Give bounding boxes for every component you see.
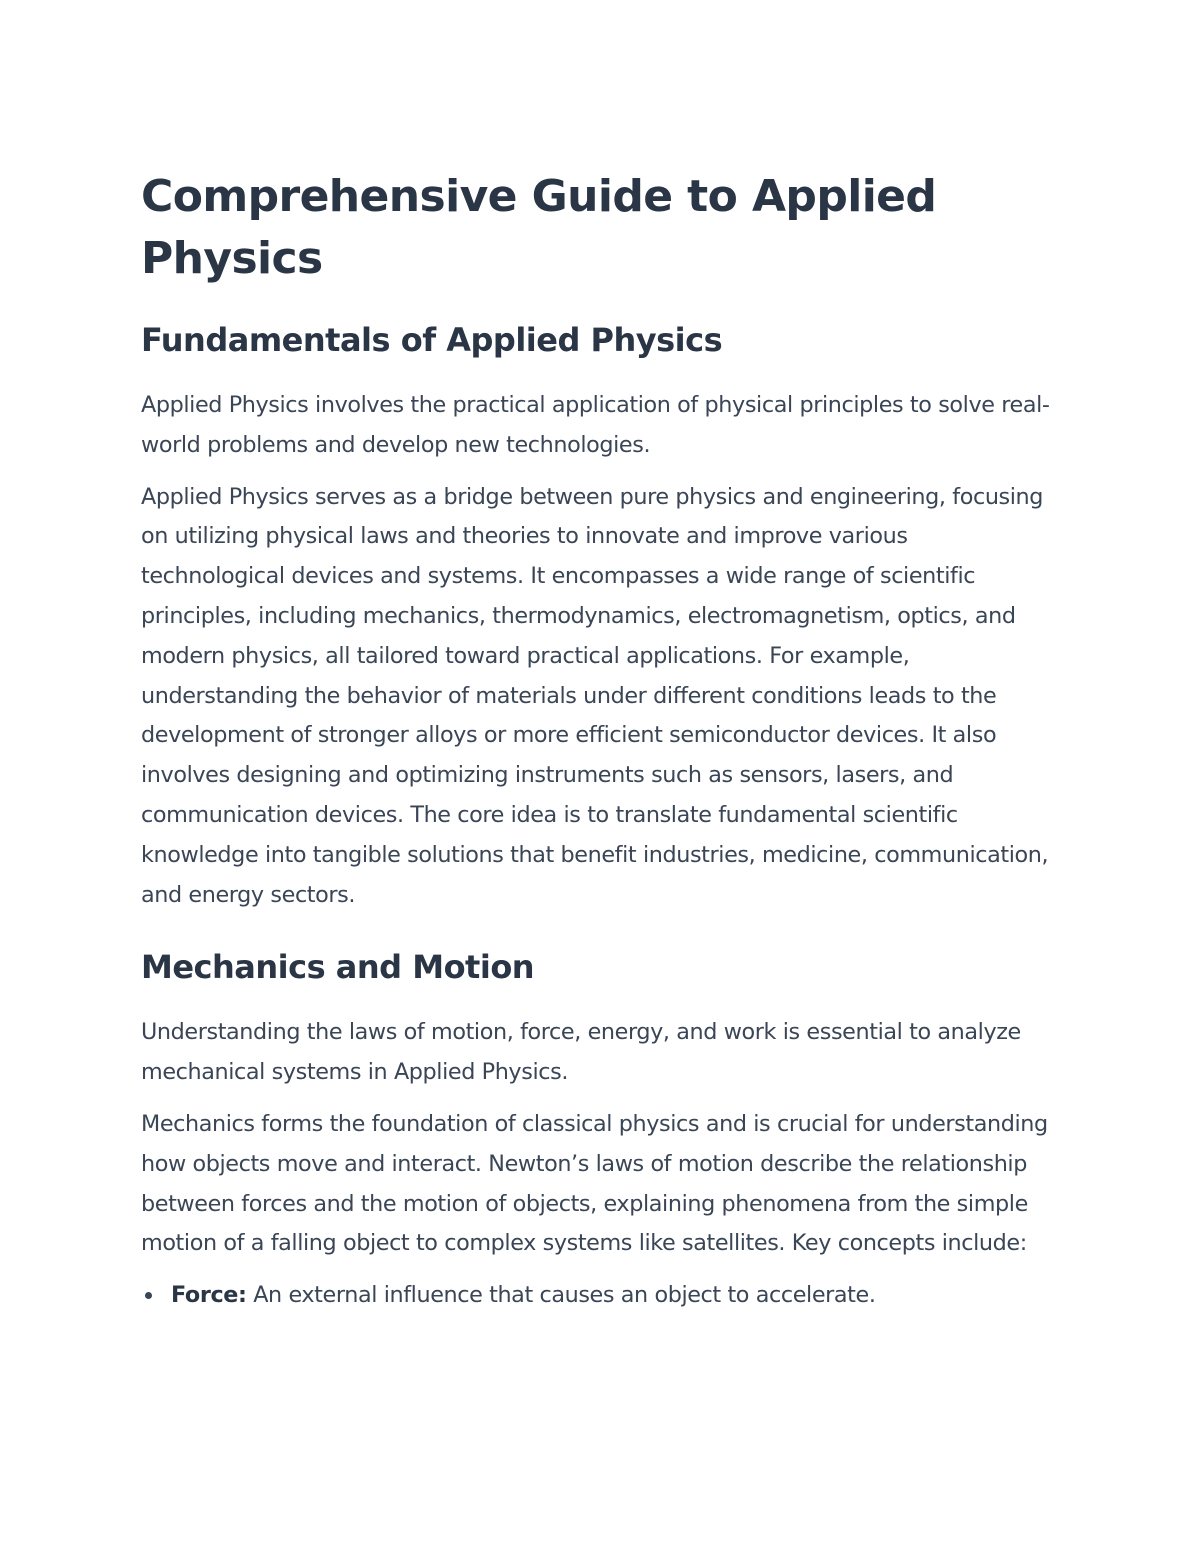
document-title: Comprehensive Guide to Applied Physics: [141, 171, 937, 284]
bullet-icon: [145, 1292, 152, 1299]
list-item-text: An external influence that causes an object to accelerate.: [246, 1282, 876, 1309]
section-heading: Mechanics and Motion: [141, 948, 535, 987]
list-item-term: Force:: [171, 1282, 247, 1309]
section-fundamentals: [141, 318, 1056, 915]
list-item: [141, 1276, 1056, 1316]
concept-list: [141, 1276, 1056, 1316]
section-mechanics: [141, 945, 1056, 1316]
document-page: [141, 166, 1056, 1316]
section-body: Applied Physics serves as a bridge between pure physics and engineering, focusing on utilizing physical laws and theories to innovate and improve various technological devices and systems. It encompasses a wide range of scientific principles, including mechanics, thermodynamics, electromagnetism, optics, and modern physics, all tailored toward practical applications. For example, understanding the behavior of materials under different conditions leads to the development of stronger alloys or more efficient semiconductor devices. It also involves designing and optimizing instruments such as sensors, lasers, and communication devices. The core idea is to translate fundamental scientific knowledge into tangible solutions that benefit industries, medicine, communication, and energy sectors.: [141, 483, 1049, 908]
section-body: Mechanics forms the foundation of classical physics and is crucial for understanding how objects move and interact. Newton’s laws of motion describe the relationship between forces and the motion of objects, explaining phenomena from the simple motion of a falling object to complex systems like satellites. Key concepts include:: [141, 1110, 1048, 1257]
section-summary: Applied Physics involves the practical application of physical principles to solve real-world problems and develop new technologies.: [141, 392, 1050, 458]
section-summary: Understanding the laws of motion, force, energy, and work is essential to analyze mechanical systems in Applied Physics.: [141, 1019, 1021, 1086]
section-heading: Fundamentals of Applied Physics: [141, 321, 723, 359]
